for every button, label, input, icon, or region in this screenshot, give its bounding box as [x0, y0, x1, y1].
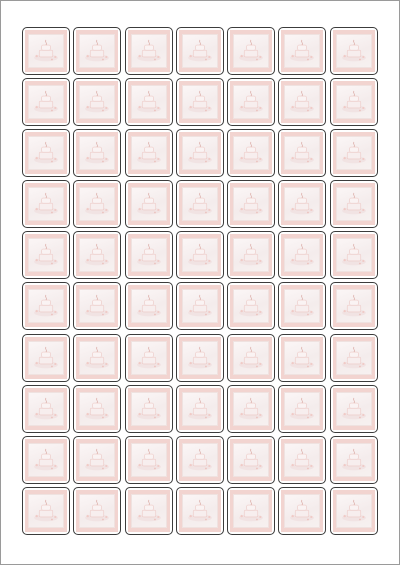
label-frame: [179, 132, 221, 174]
cake-photo-icon: [28, 85, 64, 119]
label-frame: [179, 183, 221, 225]
label-cell: [176, 27, 224, 75]
label-cell: [125, 129, 173, 177]
label-frame: [281, 439, 323, 481]
label-cell: [73, 180, 121, 228]
cake-photo-icon: [284, 392, 320, 426]
cake-photo-icon: [131, 443, 167, 477]
label-cell: [22, 129, 70, 177]
label-frame: [76, 337, 118, 379]
label-frame: [25, 490, 67, 532]
label-frame: [128, 285, 170, 327]
label-frame: [76, 234, 118, 276]
cake-photo-icon: [131, 34, 167, 68]
cake-photo-icon: [79, 494, 115, 528]
cake-photo-icon: [79, 443, 115, 477]
cake-photo-icon: [182, 187, 218, 221]
label-frame: [128, 132, 170, 174]
label-cell: [176, 385, 224, 433]
cake-photo-icon: [336, 494, 372, 528]
cake-photo-icon: [284, 238, 320, 272]
label-frame: [230, 183, 272, 225]
label-cell: [73, 282, 121, 330]
label-cell: [22, 27, 70, 75]
cake-photo-icon: [131, 238, 167, 272]
label-frame: [25, 337, 67, 379]
label-cell: [278, 180, 326, 228]
label-cell: [176, 78, 224, 126]
label-frame: [76, 30, 118, 72]
label-cell: [330, 334, 378, 382]
label-cell: [125, 385, 173, 433]
cake-photo-icon: [233, 34, 269, 68]
cake-photo-icon: [28, 341, 64, 375]
label-cell: [73, 436, 121, 484]
label-frame: [128, 30, 170, 72]
label-cell: [227, 180, 275, 228]
cake-photo-icon: [182, 494, 218, 528]
cake-photo-icon: [182, 85, 218, 119]
cake-photo-icon: [79, 289, 115, 323]
label-cell: [73, 129, 121, 177]
label-frame: [230, 81, 272, 123]
cake-photo-icon: [182, 289, 218, 323]
label-frame: [128, 439, 170, 481]
label-cell: [330, 78, 378, 126]
cake-photo-icon: [79, 85, 115, 119]
cake-photo-icon: [284, 341, 320, 375]
cake-photo-icon: [284, 494, 320, 528]
label-frame: [281, 132, 323, 174]
cake-photo-icon: [28, 136, 64, 170]
cake-photo-icon: [28, 392, 64, 426]
cake-photo-icon: [336, 187, 372, 221]
label-frame: [179, 30, 221, 72]
label-frame: [281, 490, 323, 532]
cake-photo-icon: [131, 136, 167, 170]
label-cell: [227, 129, 275, 177]
label-frame: [76, 388, 118, 430]
cake-photo-icon: [28, 494, 64, 528]
cake-photo-icon: [233, 136, 269, 170]
label-cell: [176, 180, 224, 228]
label-frame: [333, 132, 375, 174]
label-cell: [227, 334, 275, 382]
label-frame: [25, 285, 67, 327]
label-frame: [333, 388, 375, 430]
label-frame: [128, 81, 170, 123]
cake-photo-icon: [284, 187, 320, 221]
cake-photo-icon: [336, 289, 372, 323]
cake-photo-icon: [182, 443, 218, 477]
label-frame: [230, 285, 272, 327]
cake-photo-icon: [233, 85, 269, 119]
label-cell: [73, 334, 121, 382]
label-cell: [73, 78, 121, 126]
cake-photo-icon: [79, 187, 115, 221]
cake-photo-icon: [79, 136, 115, 170]
label-cell: [176, 487, 224, 535]
label-frame: [76, 81, 118, 123]
label-frame: [230, 30, 272, 72]
label-cell: [278, 231, 326, 279]
label-frame: [25, 132, 67, 174]
cake-photo-icon: [131, 289, 167, 323]
cake-photo-icon: [28, 289, 64, 323]
label-cell: [125, 282, 173, 330]
cake-photo-icon: [233, 341, 269, 375]
label-cell: [278, 385, 326, 433]
label-cell: [22, 78, 70, 126]
label-cell: [73, 27, 121, 75]
label-frame: [230, 388, 272, 430]
label-cell: [22, 282, 70, 330]
label-frame: [76, 183, 118, 225]
label-frame: [179, 439, 221, 481]
label-cell: [330, 27, 378, 75]
label-cell: [227, 282, 275, 330]
cake-photo-icon: [79, 34, 115, 68]
label-frame: [230, 337, 272, 379]
label-cell: [22, 436, 70, 484]
label-cell: [227, 231, 275, 279]
cake-photo-icon: [336, 34, 372, 68]
cake-photo-icon: [233, 494, 269, 528]
label-frame: [25, 439, 67, 481]
label-frame: [333, 285, 375, 327]
label-cell: [22, 334, 70, 382]
label-frame: [333, 234, 375, 276]
label-frame: [25, 183, 67, 225]
label-cell: [176, 436, 224, 484]
label-frame: [281, 81, 323, 123]
cake-photo-icon: [336, 443, 372, 477]
label-cell: [227, 385, 275, 433]
label-frame: [128, 490, 170, 532]
cake-photo-icon: [28, 187, 64, 221]
label-cell: [125, 487, 173, 535]
cake-photo-icon: [336, 392, 372, 426]
cake-photo-icon: [182, 136, 218, 170]
label-cell: [278, 129, 326, 177]
cake-photo-icon: [284, 136, 320, 170]
label-frame: [128, 388, 170, 430]
cake-photo-icon: [79, 341, 115, 375]
cake-photo-icon: [79, 392, 115, 426]
label-cell: [176, 231, 224, 279]
cake-photo-icon: [131, 494, 167, 528]
label-cell: [278, 282, 326, 330]
label-frame: [179, 337, 221, 379]
cake-photo-icon: [28, 443, 64, 477]
label-cell: [125, 27, 173, 75]
cake-photo-icon: [28, 238, 64, 272]
label-cell: [330, 436, 378, 484]
label-frame: [76, 490, 118, 532]
cake-photo-icon: [336, 341, 372, 375]
label-frame: [281, 234, 323, 276]
cake-photo-icon: [284, 443, 320, 477]
label-cell: [73, 385, 121, 433]
cake-photo-icon: [336, 136, 372, 170]
label-frame: [76, 285, 118, 327]
label-cell: [330, 180, 378, 228]
label-frame: [230, 439, 272, 481]
cake-photo-icon: [131, 85, 167, 119]
label-cell: [125, 180, 173, 228]
cake-photo-icon: [233, 443, 269, 477]
cake-photo-icon: [336, 85, 372, 119]
label-cell: [330, 487, 378, 535]
label-frame: [281, 285, 323, 327]
label-frame: [333, 30, 375, 72]
label-frame: [25, 30, 67, 72]
label-cell: [278, 78, 326, 126]
label-cell: [22, 180, 70, 228]
label-frame: [230, 132, 272, 174]
label-grid: [22, 27, 378, 535]
label-frame: [333, 337, 375, 379]
label-cell: [176, 282, 224, 330]
cake-photo-icon: [284, 34, 320, 68]
cake-photo-icon: [182, 341, 218, 375]
label-frame: [76, 132, 118, 174]
cake-photo-icon: [182, 238, 218, 272]
label-cell: [125, 78, 173, 126]
cake-photo-icon: [131, 187, 167, 221]
label-frame: [281, 388, 323, 430]
label-frame: [281, 183, 323, 225]
label-cell: [73, 487, 121, 535]
label-cell: [125, 231, 173, 279]
label-cell: [278, 436, 326, 484]
label-cell: [227, 27, 275, 75]
label-frame: [25, 234, 67, 276]
label-cell: [278, 487, 326, 535]
cake-photo-icon: [131, 341, 167, 375]
label-frame: [25, 81, 67, 123]
label-cell: [227, 487, 275, 535]
label-frame: [128, 183, 170, 225]
label-cell: [227, 436, 275, 484]
label-frame: [333, 439, 375, 481]
cake-photo-icon: [28, 34, 64, 68]
label-cell: [278, 27, 326, 75]
label-frame: [179, 234, 221, 276]
cake-photo-icon: [79, 238, 115, 272]
cake-photo-icon: [284, 289, 320, 323]
cake-photo-icon: [284, 85, 320, 119]
label-cell: [330, 129, 378, 177]
cake-photo-icon: [182, 392, 218, 426]
label-cell: [330, 282, 378, 330]
label-frame: [179, 490, 221, 532]
cake-photo-icon: [336, 238, 372, 272]
label-cell: [330, 385, 378, 433]
label-cell: [227, 78, 275, 126]
label-cell: [22, 385, 70, 433]
label-frame: [333, 183, 375, 225]
cake-photo-icon: [233, 392, 269, 426]
cake-photo-icon: [233, 187, 269, 221]
label-frame: [128, 234, 170, 276]
label-frame: [281, 337, 323, 379]
label-cell: [73, 231, 121, 279]
label-frame: [281, 30, 323, 72]
label-cell: [125, 334, 173, 382]
label-frame: [25, 388, 67, 430]
label-frame: [128, 337, 170, 379]
label-cell: [22, 231, 70, 279]
label-frame: [230, 490, 272, 532]
cake-photo-icon: [233, 289, 269, 323]
label-frame: [179, 285, 221, 327]
label-frame: [76, 439, 118, 481]
label-frame: [179, 81, 221, 123]
cake-photo-icon: [233, 238, 269, 272]
cake-photo-icon: [131, 392, 167, 426]
label-cell: [176, 129, 224, 177]
label-frame: [230, 234, 272, 276]
label-cell: [176, 334, 224, 382]
cake-photo-icon: [182, 34, 218, 68]
label-cell: [330, 231, 378, 279]
label-frame: [333, 81, 375, 123]
label-frame: [333, 490, 375, 532]
label-frame: [179, 388, 221, 430]
label-cell: [125, 436, 173, 484]
label-cell: [278, 334, 326, 382]
label-cell: [22, 487, 70, 535]
